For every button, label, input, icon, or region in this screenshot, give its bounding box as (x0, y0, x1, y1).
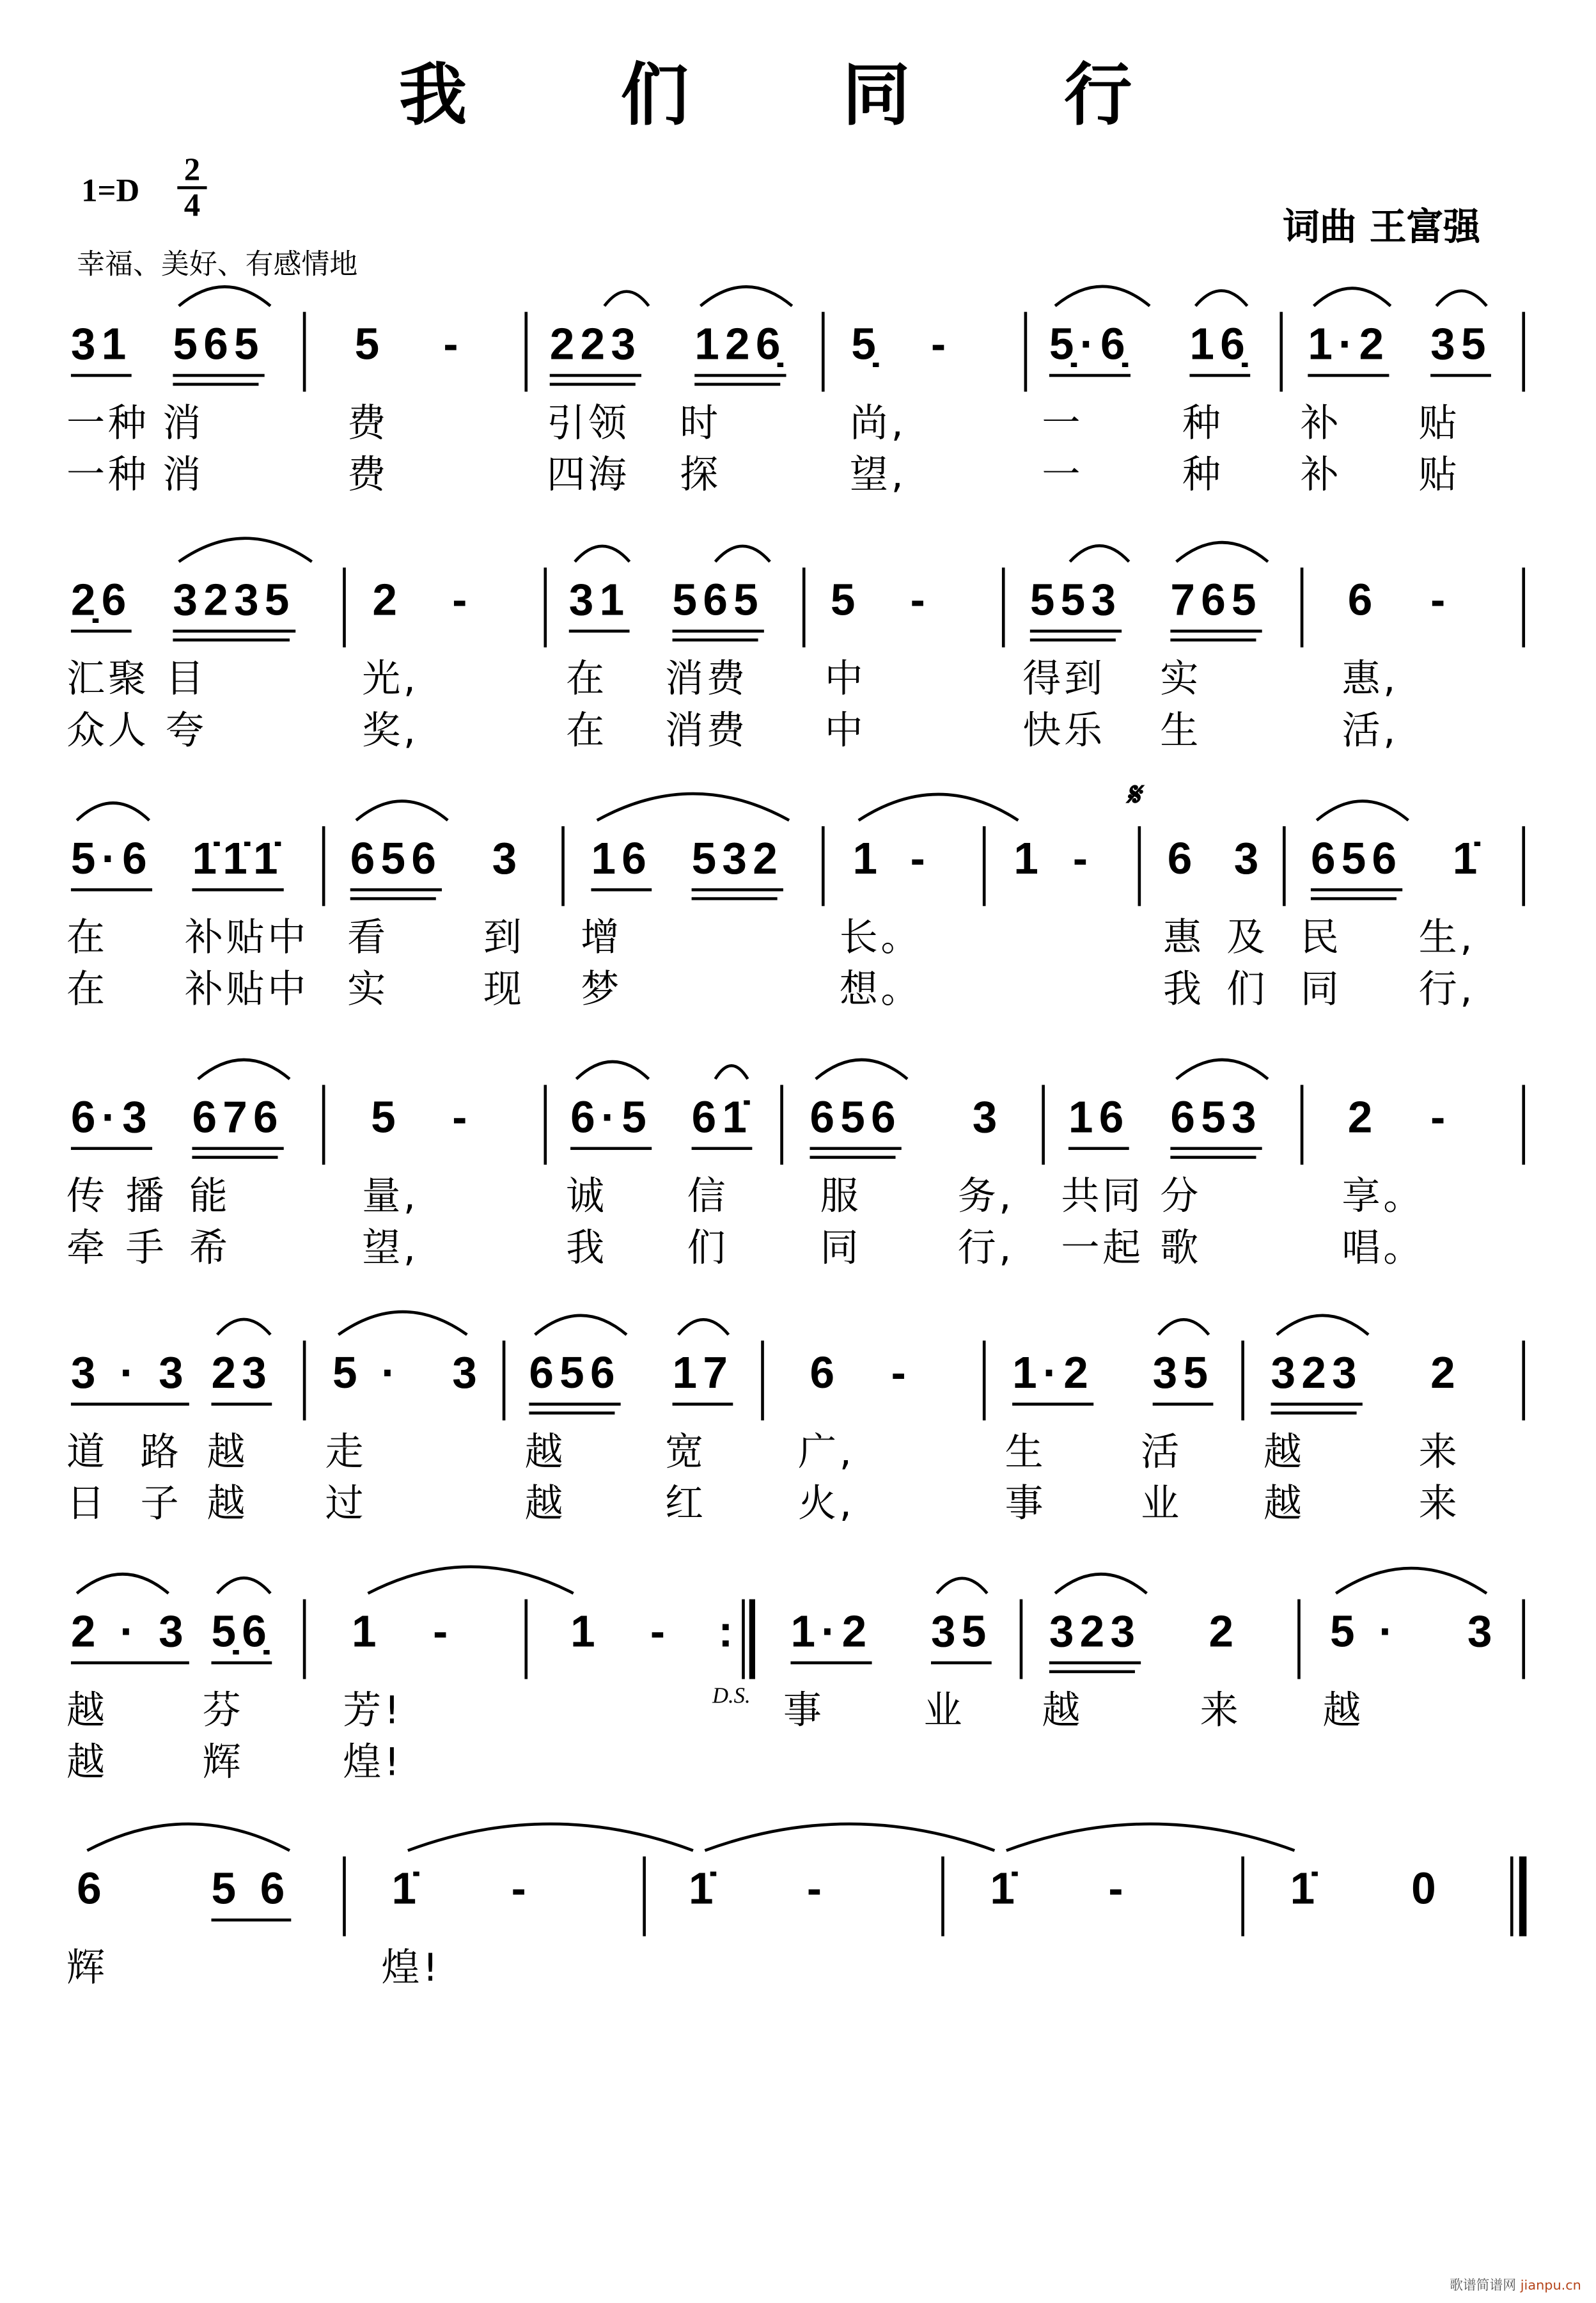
bar-line (1522, 1085, 1525, 1165)
lyric-syllable: 长。 (839, 916, 923, 961)
lyric-syllable: 在 (66, 916, 108, 961)
note-group: 5 · (332, 1349, 402, 1399)
lyric-syllable: 目 (165, 657, 207, 702)
note-group: 656 (810, 1097, 901, 1150)
bar-line (1301, 1085, 1304, 1165)
bar-line (303, 312, 306, 392)
dash-note: - (806, 1865, 828, 1914)
note-group: 1 (852, 835, 884, 884)
bar-line (1042, 1085, 1045, 1165)
bar-line (524, 1600, 528, 1679)
slur-mark (368, 1567, 573, 1594)
slur-mark (198, 1060, 290, 1079)
lyric-syllable: 越 (1263, 1482, 1305, 1527)
lyric-syllable: 消 (162, 453, 204, 498)
slur-mark (604, 292, 648, 306)
slur-mark (716, 546, 771, 562)
bar-line (822, 826, 825, 906)
note-group: 565 (673, 579, 764, 633)
note-group: 16̣ (1189, 324, 1251, 377)
lyric-syllable: 探 (680, 453, 721, 498)
slur-mark (338, 1312, 467, 1335)
lyric-syllable: 同 (1300, 968, 1342, 1013)
bar-line (941, 1857, 944, 1937)
slur-mark (535, 1316, 627, 1335)
lyric-syllable: 及 (1226, 916, 1268, 961)
note-group: 5 · (1329, 1608, 1400, 1657)
song-title: 我 们 同 行 (398, 54, 1198, 135)
lyric-syllable: 们 (1226, 968, 1268, 1013)
lyric-syllable: 共同 (1061, 1175, 1144, 1220)
lyric-syllable: 越 (207, 1431, 249, 1475)
bar-line (1283, 826, 1286, 906)
lyric-syllable: 越 (66, 1741, 108, 1786)
bar-line (761, 1340, 764, 1420)
lyric-syllable: 事 (783, 1689, 825, 1734)
lyric-syllable: 生 (1005, 1431, 1047, 1475)
note-group: 2 · 3 (71, 1611, 189, 1664)
slur-mark (716, 1065, 748, 1079)
lyric-syllable: 生, (1418, 916, 1476, 961)
slur-mark (1314, 288, 1391, 306)
bar-line (1020, 1600, 1023, 1679)
lyric-syllable: 看 (347, 916, 389, 961)
note-group: 3235 (173, 579, 295, 633)
bar-line (780, 1085, 783, 1165)
slur-mark (1006, 1824, 1295, 1851)
note-group: 1̇ (1452, 835, 1483, 884)
lyric-syllable: 众人 (66, 709, 150, 754)
dash-note: - (1072, 835, 1094, 884)
note-group: 2 (372, 576, 403, 625)
lyric-syllable: 煌! (381, 1946, 441, 1992)
note-group: 323 (1049, 1611, 1141, 1664)
note-group: 656 (350, 838, 442, 891)
bar-line (1522, 826, 1525, 906)
dash-note: - (891, 1349, 912, 1399)
lyric-syllable: 量, (362, 1175, 419, 1220)
lyric-syllable: 费 (347, 453, 389, 498)
slur-mark (1436, 291, 1487, 306)
note-group: 323 (1271, 1353, 1363, 1406)
note-group: 3 (1467, 1608, 1498, 1657)
note-group: 2 (1430, 1349, 1461, 1399)
bar-line (343, 1857, 346, 1937)
lyric-syllable: 希 (189, 1227, 231, 1271)
bar-line (303, 1340, 306, 1420)
lyric-syllable: 广, (797, 1431, 855, 1475)
lyric-syllable: 播 (125, 1175, 168, 1220)
dash-note: - (1430, 1094, 1451, 1143)
note-group: 5 (371, 1094, 402, 1143)
lyric-syllable: 过 (325, 1482, 367, 1527)
lyric-syllable: 实 (347, 968, 389, 1013)
dash-note: - (452, 1094, 473, 1143)
slur-mark (1055, 1574, 1146, 1593)
note-group: 5̣·6̣ (1049, 324, 1131, 377)
lyric-syllable: 手 (125, 1227, 168, 1271)
bar-line (1241, 1340, 1244, 1420)
lyric-syllable: 能 (189, 1175, 231, 1220)
slur-mark (1177, 1060, 1268, 1079)
lyric-syllable: 我 (566, 1227, 607, 1271)
lyric-syllable: 贴 (1418, 402, 1460, 446)
note-group: 1 (570, 1608, 601, 1657)
lyric-syllable: 补贴中 (184, 916, 309, 961)
final-bar-thin (1510, 1857, 1514, 1937)
lyric-syllable: 费 (347, 402, 389, 446)
lyric-syllable: 越 (207, 1482, 249, 1527)
repeat-dots-icon: : (718, 1608, 739, 1657)
bar-line (322, 826, 325, 906)
bar-line (1024, 312, 1028, 392)
bar-line (303, 1600, 306, 1679)
lyric-syllable: 事 (1005, 1482, 1047, 1527)
watermark (1450, 2275, 1581, 2294)
watermark-cn: 歌谱简谱网 (1450, 2279, 1517, 2294)
slur-mark (705, 1824, 994, 1851)
lyric-syllable: 望, (849, 453, 907, 498)
note-group: 5·6 (71, 838, 153, 891)
slur-mark (1177, 542, 1268, 562)
bar-line (1138, 826, 1141, 906)
bar-line (322, 1085, 325, 1165)
note-group: 31 (569, 579, 630, 633)
lyric-syllable: 行, (1418, 968, 1476, 1013)
note-group: 2 (1347, 1094, 1379, 1143)
composer-credit: 词曲 王富强 (1283, 205, 1481, 249)
note-group: 6 (1167, 835, 1198, 884)
lyric-syllable: 时 (680, 402, 721, 446)
note-group: 565 (173, 324, 264, 377)
note-group: 35 (931, 1611, 992, 1664)
bar-line (822, 312, 825, 392)
note-group: 35 (1153, 1353, 1214, 1406)
lyric-syllable: 歌 (1160, 1227, 1201, 1271)
dash-note: - (1430, 576, 1451, 625)
bar-line (343, 567, 346, 647)
lyric-syllable: 越 (1322, 1689, 1365, 1734)
lyric-syllable: 在 (66, 968, 108, 1013)
lyric-syllable: 补 (1300, 453, 1342, 498)
lyric-syllable: 中 (824, 657, 866, 702)
lyric-syllable: 宽 (664, 1431, 707, 1475)
note-group: 5̣6̣ (211, 1611, 272, 1664)
lyric-syllable: 越 (66, 1689, 108, 1734)
lyric-syllable: 尚, (849, 402, 907, 446)
lyric-syllable: 中 (824, 709, 866, 754)
lyric-syllable: 补 (1300, 402, 1342, 446)
note-group: 1·2 (1308, 324, 1389, 377)
note-group: 5 (830, 576, 861, 625)
note-group: 1̇ (1290, 1865, 1321, 1914)
lyric-syllable: 惠 (1162, 916, 1205, 961)
lyric-syllable: 辉 (66, 1946, 108, 1992)
lyric-syllable: 梦 (581, 968, 623, 1013)
slur-mark (816, 1060, 907, 1079)
note-group: 6 (810, 1349, 841, 1399)
slur-mark (1070, 546, 1129, 562)
slur-mark (1277, 1316, 1368, 1335)
note-group: 0 (1411, 1865, 1442, 1914)
lyric-syllable: 芬 (202, 1689, 244, 1734)
lyric-syllable: 红 (664, 1482, 707, 1527)
lyric-syllable: 四海 (547, 453, 630, 498)
dash-note: - (452, 576, 473, 625)
dash-note: - (1108, 1865, 1129, 1914)
note-group: 1 (1013, 835, 1045, 884)
note-group: 6·3 (71, 1097, 153, 1150)
watermark-url: jianpu.cn (1520, 2279, 1581, 2294)
lyric-syllable: 引领 (547, 402, 630, 446)
bar-line (1522, 567, 1525, 647)
note-group: 1̇ (391, 1865, 423, 1914)
dash-note: - (910, 835, 931, 884)
slur-mark (576, 1062, 648, 1079)
slur-mark (217, 1319, 270, 1335)
note-group: 16 (1068, 1097, 1130, 1150)
slur-mark (179, 287, 270, 306)
repeat-bar-thin (742, 1600, 745, 1679)
lyric-syllable: 来 (1418, 1482, 1460, 1527)
note-group: 126̣ (694, 324, 786, 377)
lyric-syllable: 活, (1342, 709, 1398, 754)
slur-mark (1055, 287, 1150, 306)
note-group: 6 (77, 1865, 107, 1914)
lyric-syllable: 光, (362, 657, 419, 702)
lyric-syllable: 诚 (566, 1175, 607, 1220)
bar-line (802, 567, 806, 647)
repeat-bar-thick (749, 1600, 755, 1679)
bar-line (524, 312, 528, 392)
lyric-syllable: 越 (524, 1482, 567, 1527)
note-group: 3 (972, 1094, 1003, 1143)
lyric-syllable: 贴 (1418, 453, 1460, 498)
note-group: 553 (1030, 579, 1122, 633)
lyric-syllable: 信 (687, 1175, 729, 1220)
slur-mark (217, 1578, 270, 1593)
note-group: 6 (1347, 576, 1379, 625)
dash-note: - (443, 320, 464, 370)
slur-mark (700, 287, 792, 306)
slur-mark (678, 1319, 729, 1335)
note-group: 656 (1311, 838, 1402, 891)
lyric-syllable: 越 (1263, 1431, 1305, 1475)
note-group: 1̇ (688, 1865, 719, 1914)
slur-mark (408, 1824, 693, 1851)
lyric-syllable: 实 (1160, 657, 1201, 702)
ds-marking: D.S. (712, 1685, 751, 1709)
lyric-syllable: 一 (1042, 402, 1084, 446)
lyric-syllable: 一种 (66, 453, 150, 498)
slur-mark (87, 1824, 290, 1851)
note-group: 653 (1170, 1097, 1262, 1150)
lyric-syllable: 望, (362, 1227, 419, 1271)
lyric-syllable: 汇聚 (66, 657, 150, 702)
lyric-syllable: 在 (566, 709, 607, 754)
bar-line (983, 1340, 986, 1420)
slur-mark (1159, 1319, 1209, 1335)
note-group: 1·2 (1012, 1353, 1094, 1406)
lyric-syllable: 走 (325, 1431, 367, 1475)
lyric-syllable: 生 (1160, 709, 1201, 754)
bar-line (1241, 1857, 1244, 1937)
note-group: 3 · 3 (71, 1353, 189, 1406)
bar-line (1301, 567, 1304, 647)
lyric-syllable: 火, (797, 1482, 855, 1527)
lyric-syllable: 道 (66, 1431, 108, 1475)
note-group: 1̇1̇1̇ (192, 838, 283, 891)
lyric-syllable: 辉 (202, 1741, 244, 1786)
lyric-syllable: 唱。 (1342, 1227, 1425, 1271)
bar-line (1522, 1600, 1525, 1679)
lyric-syllable: 种 (1182, 453, 1224, 498)
note-group: 1̇ (990, 1865, 1021, 1914)
lyric-syllable: 分 (1160, 1175, 1201, 1220)
time-signature-bottom: 4 (184, 186, 201, 223)
slur-mark (77, 1574, 168, 1593)
lyric-syllable: 芳! (343, 1689, 403, 1734)
lyric-syllable: 到 (483, 916, 525, 961)
lyric-syllable: 想。 (839, 968, 923, 1013)
tempo-marking: 幸福、美好、有感情地 (77, 248, 358, 281)
lyric-syllable: 们 (687, 1227, 729, 1271)
lyric-syllable: 业 (923, 1689, 966, 1734)
bar-line (1522, 1340, 1525, 1420)
dash-note: - (910, 576, 931, 625)
note-group: 3 (492, 835, 523, 884)
note-group: 2 (1209, 1608, 1240, 1657)
bar-line (544, 1085, 547, 1165)
lyric-syllable: 行, (957, 1227, 1015, 1271)
bar-line (1522, 312, 1525, 392)
slur-mark (937, 1578, 987, 1594)
lyric-syllable: 牵 (66, 1227, 108, 1271)
bar-line (503, 1340, 506, 1420)
lyric-syllable: 同 (820, 1227, 862, 1271)
slur-mark (575, 546, 630, 562)
lyric-syllable: 务, (957, 1175, 1015, 1220)
lyric-syllable: 煌! (343, 1741, 403, 1786)
note-group: 1·2 (790, 1611, 872, 1664)
note-group: 31 (71, 324, 132, 377)
bar-line (983, 826, 986, 906)
lyric-syllable: 我 (1162, 968, 1205, 1013)
lyric-syllable: 消费 (664, 657, 748, 702)
note-group: 656 (529, 1353, 620, 1406)
lyric-syllable: 民 (1300, 916, 1342, 961)
dash-note: - (650, 1608, 671, 1657)
lyric-syllable: 越 (524, 1431, 567, 1475)
lyric-syllable: 子 (140, 1482, 182, 1527)
lyric-syllable: 消费 (664, 709, 748, 754)
note-group: 2̣6 (71, 579, 132, 633)
dash-note: - (433, 1608, 454, 1657)
note-group: 676 (192, 1097, 283, 1150)
bar-line (643, 1857, 646, 1937)
slur-mark (1336, 1568, 1487, 1593)
lyric-syllable: 惠, (1342, 657, 1398, 702)
lyric-syllable: 活 (1141, 1431, 1182, 1475)
bar-line (1279, 312, 1283, 392)
note-group: 1 (352, 1608, 382, 1657)
key-signature: 1=D (81, 171, 140, 208)
lyric-syllable: 享。 (1342, 1175, 1425, 1220)
note-group: 23 (211, 1353, 272, 1406)
bar-line (1002, 567, 1005, 647)
lyric-syllable: 消 (162, 402, 204, 446)
dash-note: - (511, 1865, 532, 1914)
slur-mark (1317, 801, 1408, 821)
lyric-syllable: 在 (566, 657, 607, 702)
slur-mark (1196, 291, 1248, 306)
lyric-syllable: 奖, (362, 709, 419, 754)
lyric-syllable: 一起 (1061, 1227, 1144, 1271)
note-group: 5 6 (211, 1868, 290, 1921)
lyric-syllable: 夸 (165, 709, 207, 754)
lyric-syllable: 来 (1418, 1431, 1460, 1475)
note-group: 223 (550, 324, 641, 377)
bar-line (561, 826, 565, 906)
lyric-syllable: 现 (483, 968, 525, 1013)
lyric-syllable: 业 (1141, 1482, 1182, 1527)
note-group: 35 (1430, 324, 1492, 377)
bar-line (544, 567, 547, 647)
lyric-syllable: 得到 (1022, 657, 1106, 702)
note-group: 5 (354, 320, 386, 370)
note-group: 16 (591, 838, 652, 891)
segno-icon: 𝄋 (1126, 777, 1140, 815)
slur-mark (356, 801, 448, 821)
note-group: 3 (452, 1349, 483, 1399)
note-group: 61̇ (692, 1097, 753, 1150)
note-group: 6·5 (570, 1097, 652, 1150)
lyric-syllable: 快乐 (1022, 709, 1106, 754)
lyric-syllable: 补贴中 (184, 968, 309, 1013)
dash-note: - (930, 320, 952, 370)
note-group: 3 (1233, 835, 1265, 884)
lyric-syllable: 传 (66, 1175, 108, 1220)
lyric-syllable: 路 (140, 1431, 182, 1475)
note-group: 765 (1170, 579, 1262, 633)
note-group: 532 (692, 838, 783, 891)
time-signature (177, 150, 207, 223)
lyric-syllable: 来 (1200, 1689, 1242, 1734)
lyric-syllable: 增 (581, 916, 623, 961)
slur-mark (77, 803, 149, 821)
lyric-syllable: 服 (820, 1175, 862, 1220)
lyric-syllable: 越 (1042, 1689, 1084, 1734)
slur-mark (597, 794, 789, 821)
lyric-syllable: 一种 (66, 402, 150, 446)
bar-line (1297, 1600, 1301, 1679)
slur-mark (859, 794, 1019, 821)
lyric-syllable: 日 (66, 1482, 108, 1527)
note-group: 17 (673, 1353, 734, 1406)
final-bar-thick (1519, 1857, 1527, 1937)
time-signature-top: 2 (184, 150, 201, 188)
lyric-syllable: 一 (1042, 453, 1084, 498)
note-group: 5̣ (851, 320, 882, 370)
slur-mark (179, 538, 312, 562)
lyric-syllable: 种 (1182, 402, 1224, 446)
